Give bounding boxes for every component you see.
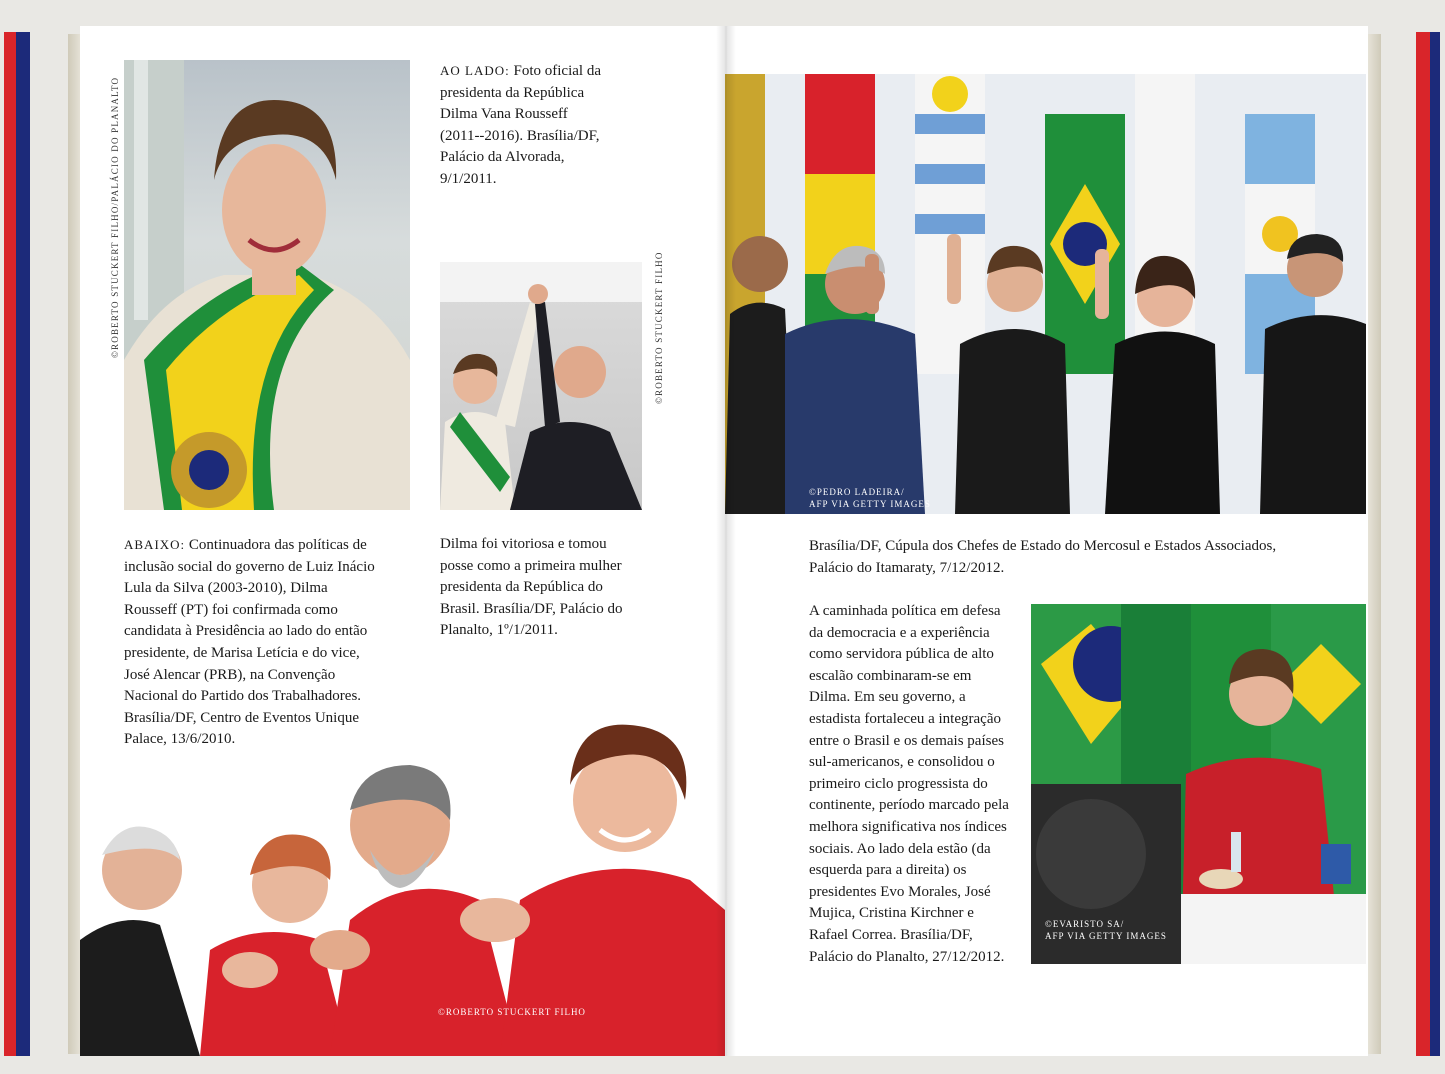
- victory-photo-credit: ©ROBERTO STUCKERT FILHO: [654, 251, 664, 404]
- page-edge-right: [1367, 34, 1381, 1054]
- convention-photo: [80, 710, 725, 1056]
- left-caption-text: Continuadora das políticas de inclusão social do governo de Luiz Inácio Lula da Silva (2003-2010), Dilma Rousseff (PT) foi confirmada como candidata à Presidência ao lado do então presidente, de Marisa Letícia e do vice, José Alencar (PRB), na Convenção Nacional do Partido dos Trabalhadores. Brasília/DF, Centro de Eventos Unique Palace, 13/6/2010.: [124, 537, 375, 748]
- flag-stripe-blue-left: [16, 32, 30, 1056]
- meeting-credit-line2: AFP VIA GETTY IMAGES: [1045, 931, 1167, 941]
- flag-stripe-red-right: [1416, 32, 1430, 1056]
- top-caption-lead: AO LADO:: [440, 63, 510, 78]
- summit-credit-line2: AFP VIA GETTY IMAGES: [809, 499, 931, 509]
- victory-photo: [440, 262, 642, 510]
- flag-stripe-red-left: [4, 32, 16, 1056]
- official-portrait-photo: [124, 60, 410, 510]
- right-page: [725, 26, 1368, 1056]
- portrait-illustration: [124, 60, 410, 510]
- book-fold-shadow: [716, 26, 736, 1056]
- flag-stripe-blue-right: [1430, 32, 1440, 1056]
- left-page: [80, 26, 725, 1056]
- mid-caption: Dilma foi vitoriosa e tomou posse como a primeira mulher presidenta da República do Brasil. Brasília/DF, Palácio do Planalto, 1º/1/2011.: [440, 536, 623, 639]
- meeting-photo: [1031, 604, 1366, 964]
- top-caption-text: Foto oficial da presidenta da República Dilma Vana Rousseff (2011--2016). Brasília/DF, Palácio da Alvorada, 9/1/2011.: [440, 63, 601, 187]
- top-caption: [440, 60, 610, 191]
- main-caption: A caminhada política em defesa da democracia e a experiência como servidora pública de alto escalão combinaram-se em Dilma. Em seu governo, a estadista fortaleceu a integração entre o Brasil e os demais países sul-americanos, e consolidou o primeiro ciclo progressista do continente, período marcado pela melhora significativa nos índices sociais. Ao lado dela estão (da esquerda para a direita) os presidentes Evo Morales, José Mujica, Cristina Kirchner e Rafael Correa. Brasília/DF, Palácio do Planalto, 27/12/2012.: [809, 603, 1009, 965]
- portrait-credit: ©ROBERTO STUCKERT FILHO/PALÁCIO DO PLANALTO: [110, 76, 120, 358]
- meeting-illustration: [1031, 604, 1366, 964]
- summit-photo-credit: [809, 486, 931, 510]
- meeting-photo-credit: [1045, 918, 1167, 942]
- summit-caption: Brasília/DF, Cúpula dos Chefes de Estado do Mercosul e Estados Associados, Palácio do Itamaraty, 7/12/2012.: [809, 538, 1277, 576]
- summit-credit-line1: ©PEDRO LADEIRA/: [809, 487, 905, 497]
- convention-photo-credit: ©ROBERTO STUCKERT FILHO: [438, 1007, 586, 1017]
- convention-illustration: [80, 710, 725, 1056]
- meeting-credit-line1: ©EVARISTO SA/: [1045, 919, 1125, 929]
- victory-illustration: [440, 262, 642, 510]
- summit-photo: [725, 74, 1366, 514]
- summit-illustration: [725, 74, 1366, 514]
- left-caption-lead: ABAIXO:: [124, 537, 186, 552]
